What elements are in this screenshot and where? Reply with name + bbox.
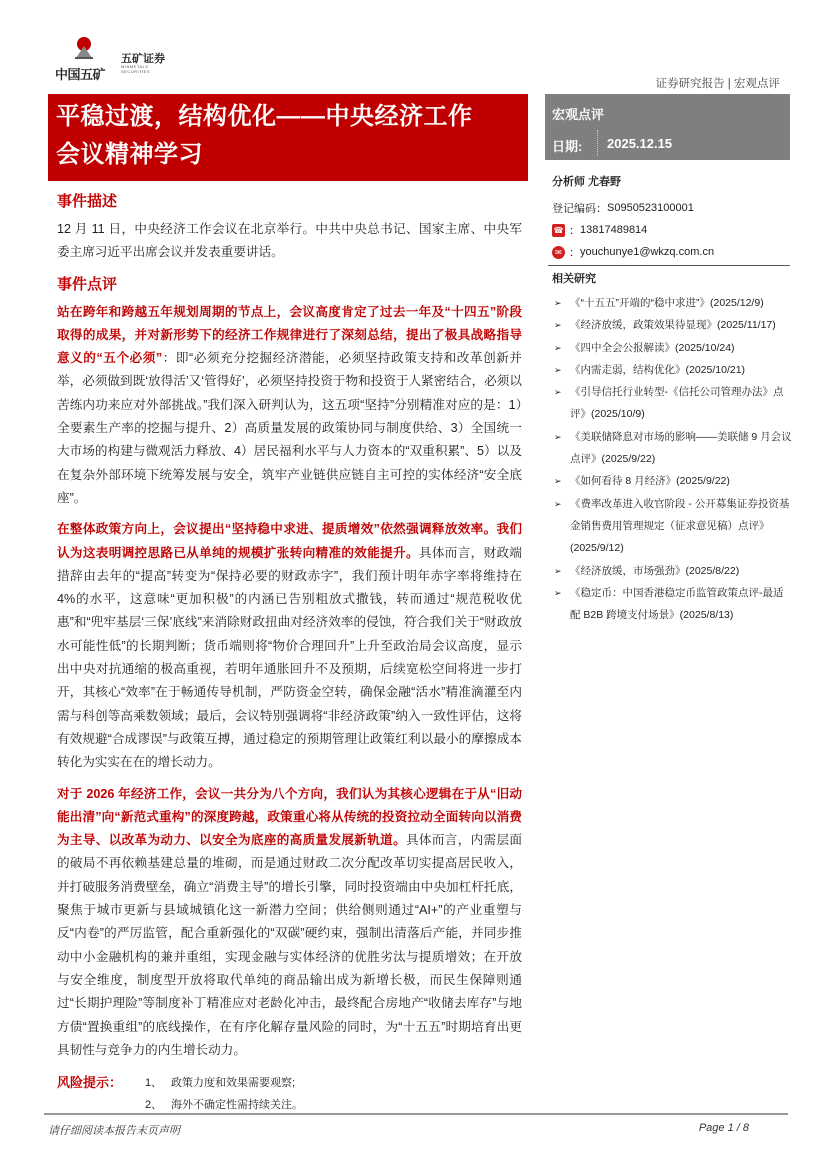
reg-number: S0950523100001 <box>607 202 694 214</box>
title-line-1: 平稳过渡，结构优化——中央经济工作 <box>56 103 473 130</box>
event-description: 12 月 11 日，中央经济工作会议在北京举行。中共中央总书记、国家主席、中央军委主席习近平出席会议并发表重要讲话。 <box>57 222 522 260</box>
footer-disclaimer: 请仔细阅读本报告末页声明 <box>48 1125 180 1137</box>
date-value: 2025.12.15 <box>607 136 673 151</box>
related-title: 相关研究 <box>552 273 596 285</box>
emblem-icon <box>73 36 95 60</box>
section-heading: 事件点评 <box>57 275 118 293</box>
related-list <box>552 292 792 626</box>
risk-item <box>145 1074 295 1090</box>
risk-item <box>145 1096 303 1112</box>
section-heading: 事件描述 <box>57 193 118 210</box>
related-item[interactable]: ➢ 《经济放缓，市场强劲》(2025/8/22) <box>552 560 792 582</box>
page-number: Page 1 / 8 <box>698 1122 749 1134</box>
phone-number: 13817489814 <box>580 224 648 236</box>
key-point: 对于 2026 年经济工作，会议一共分为八个方向，我们认为其核心逻辑在于从“旧动能出清”向“新范式重构”的深度跨越，政策重心将从传统的投资拉动全面转向以消费为主导、以改革为动力、以安全为底座的高质量发展新轨道。 <box>57 786 522 848</box>
related-item[interactable]: ➢ 《如何看待 8 月经济》(2025/9/22) <box>552 470 792 492</box>
sidebar <box>552 173 792 626</box>
key-point: 在整体政策方向上，会议提出“坚持稳中求进、提质增效”依然强调释放效率。我们认为这表明调控思路已从单纯的规模扩张转向精准的效能提升。 <box>57 522 522 560</box>
related-item[interactable]: ➢ 《经济放缓，政策效果待显现》(2025/11/17) <box>552 314 792 336</box>
related-item[interactable]: ➢ 《稳定币：中国香港稳定币监管政策点评-最适配 B2B 跨境支付场景》(2025/8/13) <box>552 582 792 627</box>
divider <box>597 130 598 156</box>
body-text: 具体而言，财政端措辞由去年的“提高”转变为“保持必要的财政赤字”，我们预计明年赤字率将维持在 4%的水平，这意味“更加积极”的内涵已告别粗放式撒钱，转而通过“规范税收优惠”和“兜牢基层‘三保’底线”来消除财政扭曲对经济效率的侵蚀，符合我们关于“财政放水可能性低”的长期判断；货币端则将“物价合理回升”上升至政治局会议高度，显示出中央对抗通缩的极高重视，若明年通胀回升不及预期，后续宽松空间将进一步打开，其核心“效率”在于畅通传导机制，严防资金空转，确保金融“活水”精准滴灌至内需与科创等高乘数领域；最后，会议特别强调将“非经济政策”纳入一致性评估，这将有效规避“合成谬误”与政策互搏，通过稳定的预期管理让政策红利以最小的摩擦成本转化为实实在在的增长动力。 <box>57 545 523 770</box>
document-type: 证券研究报告 | 宏观点评 <box>655 78 780 90</box>
risk-text: 海外不确定性需持续关注。 <box>171 1099 303 1112</box>
footer-divider <box>44 1113 788 1115</box>
risk-number: 2、 <box>145 1099 163 1112</box>
related-item[interactable]: ➢ 《费率改革进入收官阶段 - 公开募集证券投资基金销售费用管理规定（征求意见稿）点评》(2025/9/12) <box>552 493 792 560</box>
paragraph <box>57 783 522 1063</box>
logo-text: 中国五矿 <box>55 67 106 82</box>
phone-icon: ☎ <box>553 225 564 235</box>
body-text: 具体而言，内需层面的破局不再依赖基建总量的堆砌，而是通过财政二次分配改革切实提高居民收入，并打破服务消费壁垒，确立“消费主导”的增长引擎，同时投资端由中央加杠杆托底，聚焦于城市更新与县域城镇化这一新潜力空间；供给侧则通过“AI+”的产业重塑与反“内卷”的严厉监管，配合重新强化的“双碳”硬约束，强制出清落后产能，并同步推动中小金融机构的兼并重组，实现金融与实体经济的优胜劣汰与提质增效；在开放与安全维度，制度型开放将取代单纯的商品输出成为新增长极，而民生保障则通过“长期护理险”等制度补丁精准应对老龄化冲击，最终配合房地产“收储去库存”与地方债“置换重组”的底线操作，在有序化解存量风险的同时，为“十五五”时期培育出更具韧性与竞争力的内生增长动力。 <box>57 833 523 1057</box>
key-point: 站在跨年和跨越五年规划周期的节点上，会议高度肯定了过去一年及“十四五”阶段取得的成果，并对新形势下的经济工作规律进行了深刻总结，提出了极具战略指导意义的“五个必须” <box>57 304 522 366</box>
reg-label: 登记编码： <box>552 203 607 215</box>
analyst-name: 分析师 尤春野 <box>552 176 622 188</box>
body-text: ：即“必须充分挖掘经济潜能，必须坚持政策支持和改革创新并举，必须做到既‘放得活’又‘管得好’，必须坚持投资于物和投资于人紧密结合，必须以苦练内功来应对外部挑战。”我们深入研判认为，这五项“坚持”分别精准对应的是：1）全要素生产率的挖掘与提升、2）高质量发展的政策协同与制度供给、3）全国统一大市场的构建与微观活力释放、4）居民福利水平与人力资本的“双重积累”、5）以及在复杂外部环境下统筹发展与安全，筑牢产业链供应链自主可控的实体经济“安全底座”。 <box>57 351 522 505</box>
report-title <box>48 94 528 181</box>
title-line-2: 会议精神学习 <box>56 141 203 168</box>
category: 宏观点评 <box>552 107 605 122</box>
sep: ： <box>569 225 580 237</box>
risk-label: 风险提示： <box>57 1075 123 1091</box>
email-icon: ✉ <box>552 246 565 259</box>
brand-name: 五矿证券 <box>121 53 165 65</box>
divider <box>548 265 790 266</box>
related-item[interactable]: ➢ 《四中全会公报解读》(2025/10/24) <box>552 337 792 359</box>
risk-text: 政策力度和效果需要观察; <box>171 1077 296 1090</box>
paragraph <box>57 301 522 511</box>
risk-number: 1、 <box>145 1077 163 1090</box>
date-label: 日期: <box>552 139 583 154</box>
company-logo <box>55 36 175 84</box>
brand-name-en: MINMETALS SECURITIES <box>121 64 151 74</box>
sep: ： <box>569 247 580 259</box>
related-item[interactable]: ➢ 《“十五五”开端的“稳中求进”》(2025/12/9) <box>552 292 792 314</box>
paragraph <box>57 518 522 774</box>
main-content <box>57 190 522 1120</box>
related-item[interactable]: ➢ 《内需走弱，结构优化》(2025/10/21) <box>552 359 792 381</box>
info-box <box>545 94 790 160</box>
related-item[interactable]: ➢ 《美联储降息对市场的影响——美联储 9 月会议点评》(2025/9/22) <box>552 426 792 471</box>
email-link[interactable]: youchunye1@wkzq.com.cn <box>580 246 715 258</box>
related-item[interactable]: ➢ 《引导信托行业转型-《信托公司管理办法》点评》(2025/10/9) <box>552 381 792 426</box>
